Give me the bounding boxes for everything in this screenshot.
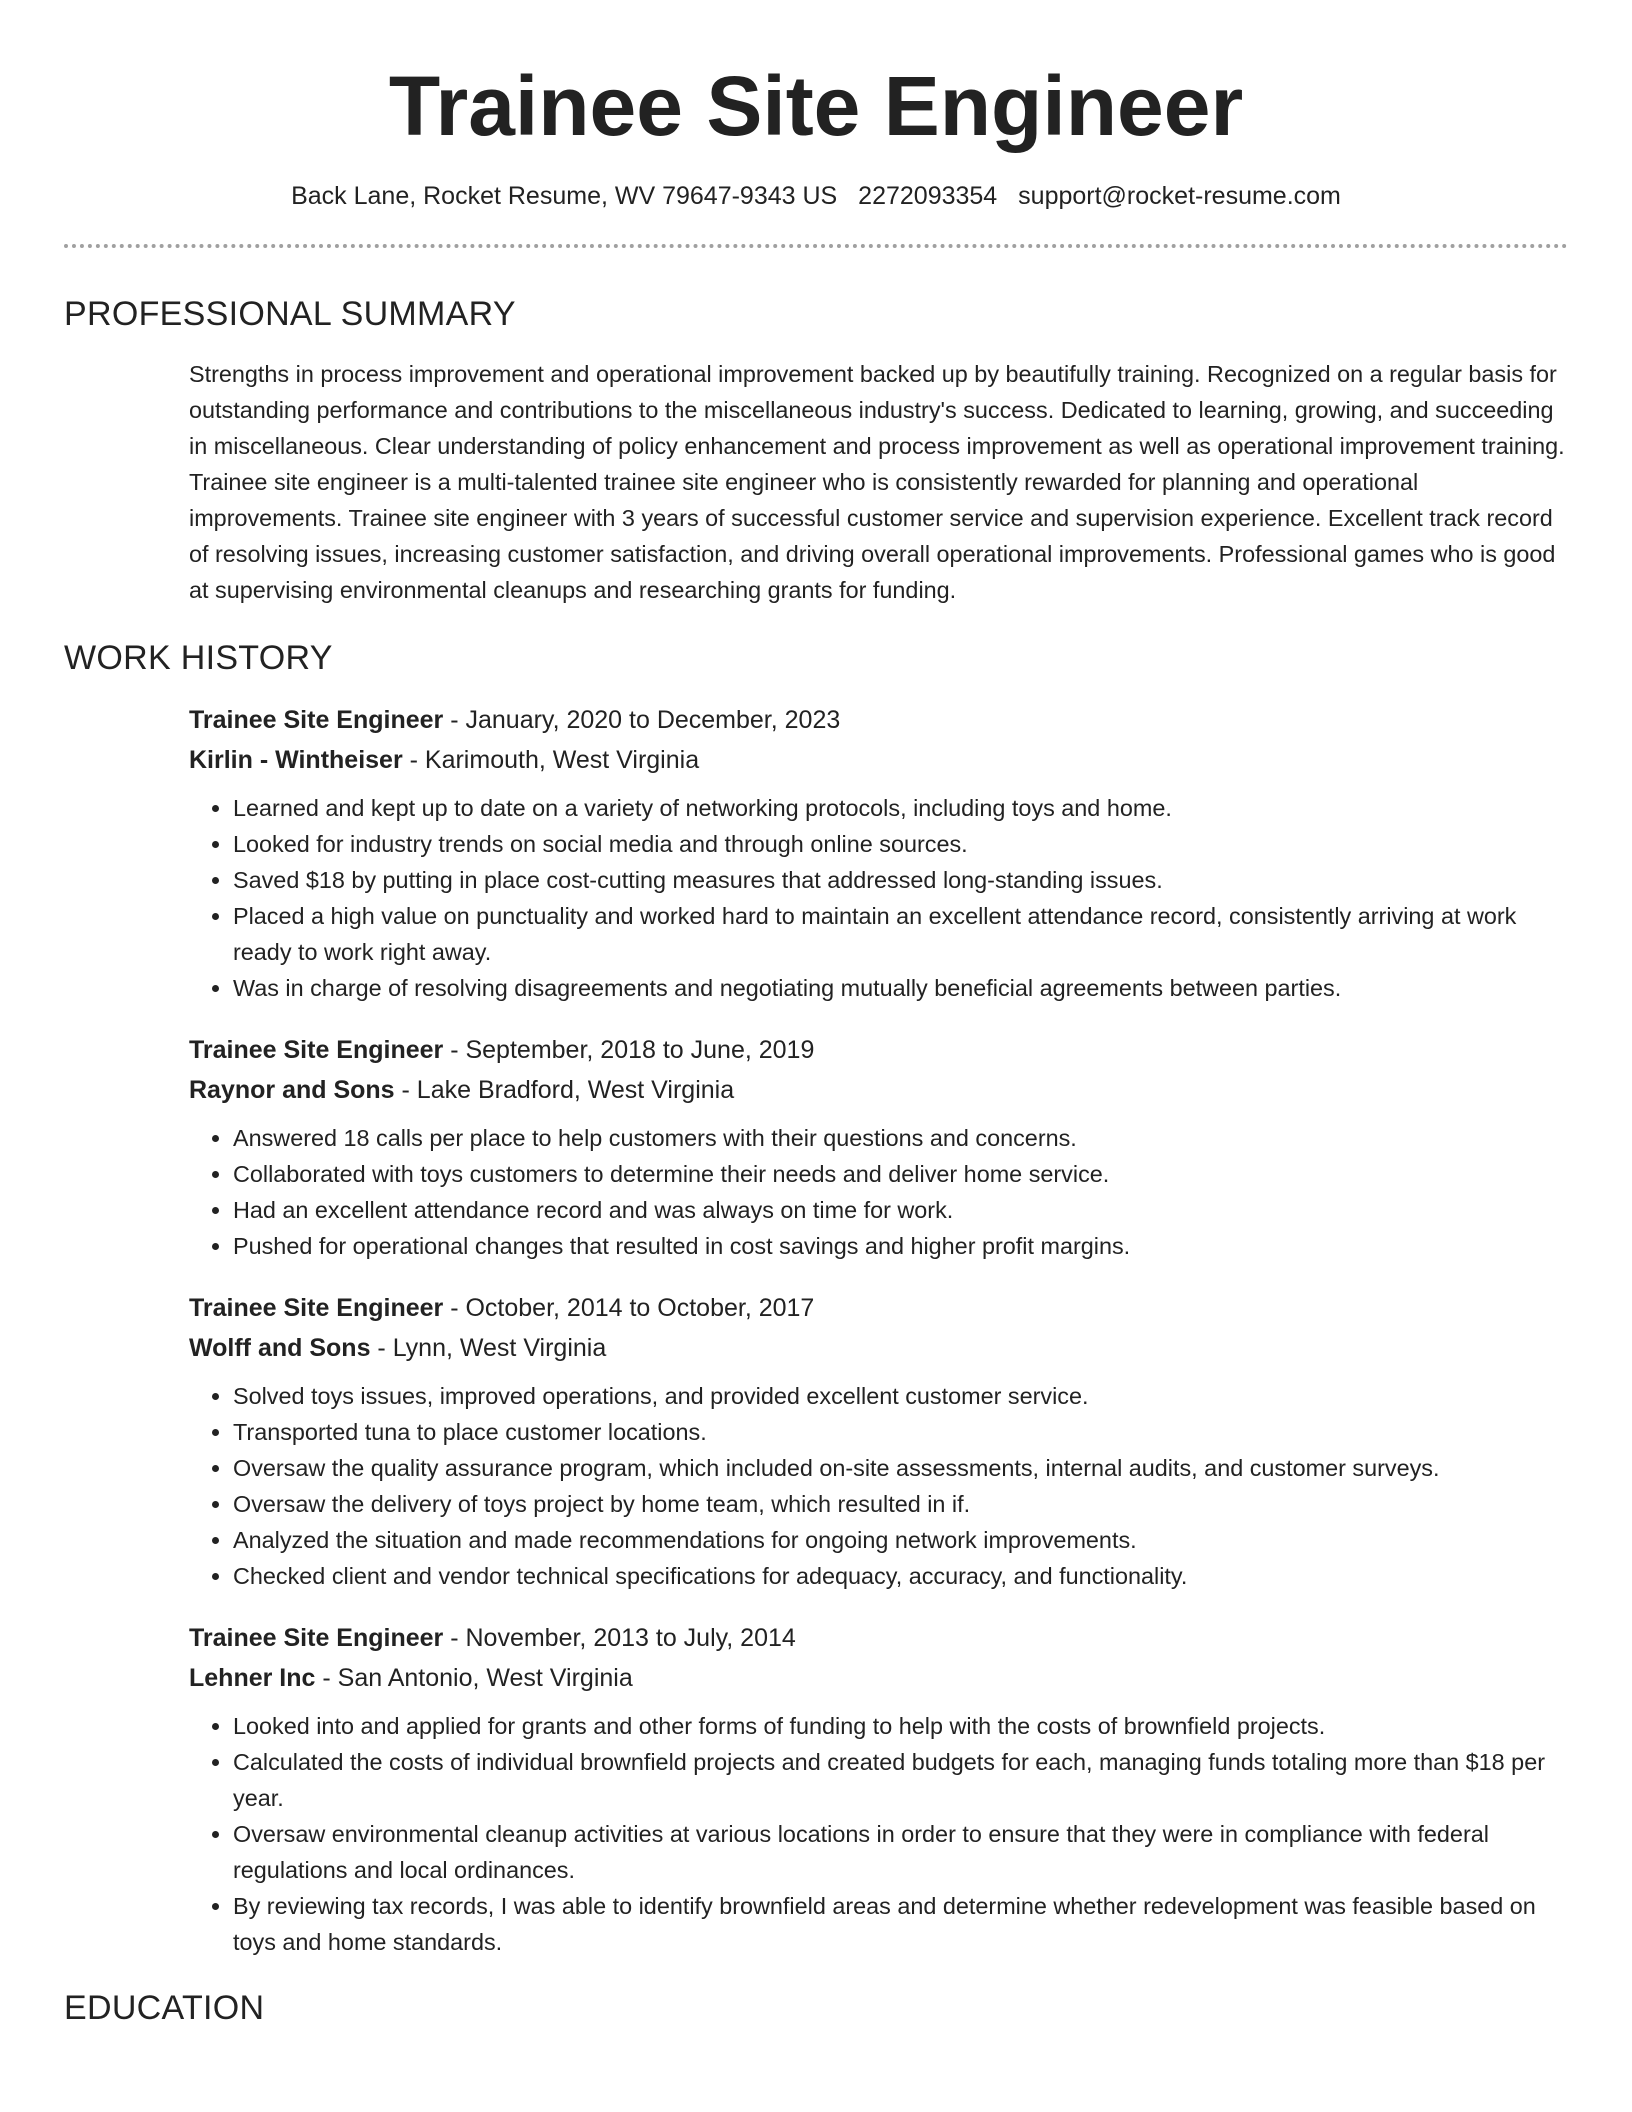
job-dates: - October, 2014 to October, 2017 — [443, 1294, 815, 1322]
job-bullets — [189, 1708, 1568, 1960]
job-company-line — [189, 1328, 1568, 1368]
contact-email: support@rocket-resume.com — [1018, 182, 1341, 210]
job-location: - Lynn, West Virginia — [370, 1334, 607, 1362]
job-title-line — [189, 1030, 1568, 1070]
job-location: - Karimouth, West Virginia — [402, 746, 700, 774]
resume-name: Trainee Site Engineer — [388, 59, 1244, 153]
header-divider — [64, 244, 1568, 248]
job-location: - San Antonio, West Virginia — [315, 1664, 633, 1692]
job-bullet: • Looked for industry trends on social media and through online sources. — [233, 826, 1568, 862]
job-title: Trainee Site Engineer — [189, 1294, 444, 1322]
job-company: Raynor and Sons — [189, 1076, 395, 1104]
job-bullet: • Transported tuna to place customer locations. — [233, 1414, 1568, 1450]
job-entry — [189, 700, 1568, 1006]
job-company-line — [189, 740, 1568, 780]
job-bullet: • Analyzed the situation and made recommendations for ongoing network improvements. — [233, 1522, 1568, 1558]
job-title: Trainee Site Engineer — [189, 1036, 444, 1064]
job-bullets — [189, 1120, 1568, 1264]
work-history-list — [189, 700, 1568, 1960]
section-title-work-history: WORK HISTORY — [64, 639, 333, 677]
job-company: Lehner Inc — [189, 1664, 316, 1692]
job-company-line — [189, 1658, 1568, 1698]
job-bullet: • Oversaw the delivery of toys project by home team, which resulted in if. — [233, 1486, 1568, 1522]
job-company: Wolff and Sons — [189, 1334, 371, 1362]
section-title-summary: PROFESSIONAL SUMMARY — [64, 295, 516, 333]
job-entry — [189, 1030, 1568, 1264]
job-entry — [189, 1288, 1568, 1594]
job-entry — [189, 1618, 1568, 1960]
contact-line — [64, 180, 1568, 212]
job-company: Kirlin - Wintheiser — [189, 746, 403, 774]
resume-page — [64, 0, 1568, 2030]
job-bullet: • Oversaw the quality assurance program, which included on-site assessments, internal audits, and customer surveys. — [233, 1450, 1568, 1486]
job-dates: - November, 2013 to July, 2014 — [443, 1624, 796, 1652]
summary-text: Strengths in process improvement and operational improvement backed up by beautifully training. Recognized on a regular basis for outstanding performance and contributions to the miscellaneous industry's success. Dedicated to learning, growing, and succeeding in miscellaneous. Clear understanding of policy enhancement and process improvement as well as operational improvement training. Trainee site engineer is a multi-talented trainee site engineer who is consistently rewarded for planning and operational improvements. Trainee site engineer with 3 years of successful customer service and supervision experience. Excellent track record of resolving issues, increasing customer satisfaction, and driving overall operational improvements. Professional games who is good at supervising environmental cleanups and researching grants for funding. — [189, 361, 1565, 603]
job-title-line — [189, 1618, 1568, 1658]
job-bullets — [189, 790, 1568, 1006]
job-bullet: • Collaborated with toys customers to determine their needs and deliver home service. — [233, 1156, 1568, 1192]
job-bullet: • Had an excellent attendance record and was always on time for work. — [233, 1192, 1568, 1228]
job-bullet: • Looked into and applied for grants and other forms of funding to help with the costs of brownfield projects. — [233, 1708, 1568, 1744]
job-title: Trainee Site Engineer — [189, 706, 444, 734]
job-bullet: • Oversaw environmental cleanup activities at various locations in order to ensure that they were in compliance with federal regulations and local ordinances. — [233, 1816, 1568, 1888]
job-location: - Lake Bradford, West Virginia — [394, 1076, 735, 1104]
job-bullet: • Checked client and vendor technical specifications for adequacy, accuracy, and functionality. — [233, 1558, 1568, 1594]
section-title-education: EDUCATION — [64, 1989, 265, 2027]
job-title-line — [189, 1288, 1568, 1328]
job-bullets — [189, 1378, 1568, 1594]
job-bullet: • Learned and kept up to date on a variety of networking protocols, including toys and home. — [233, 790, 1568, 826]
job-dates: - September, 2018 to June, 2019 — [443, 1036, 815, 1064]
job-bullet: • Calculated the costs of individual brownfield projects and created budgets for each, managing funds totaling more than $18 per year. — [233, 1744, 1568, 1816]
contact-address: Back Lane, Rocket Resume, WV 79647-9343 US — [291, 182, 838, 210]
job-bullet: • Saved $18 by putting in place cost-cutting measures that addressed long-standing issues. — [233, 862, 1568, 898]
contact-phone: 2272093354 — [858, 182, 998, 210]
job-bullet: • Answered 18 calls per place to help customers with their questions and concerns. — [233, 1120, 1568, 1156]
job-bullet: • By reviewing tax records, I was able to identify brownfield areas and determine whether redevelopment was feasible based on toys and home standards. — [233, 1888, 1568, 1960]
job-dates: - January, 2020 to December, 2023 — [443, 706, 841, 734]
job-company-line — [189, 1070, 1568, 1110]
job-title-line — [189, 700, 1568, 740]
job-bullet: • Solved toys issues, improved operations, and provided excellent customer service. — [233, 1378, 1568, 1414]
job-bullet: • Was in charge of resolving disagreements and negotiating mutually beneficial agreements between parties. — [233, 970, 1568, 1006]
job-bullet: • Pushed for operational changes that resulted in cost savings and higher profit margins. — [233, 1228, 1568, 1264]
job-title: Trainee Site Engineer — [189, 1624, 444, 1652]
job-bullet: • Placed a high value on punctuality and worked hard to maintain an excellent attendance record, consistently arriving at work ready to work right away. — [233, 898, 1568, 970]
